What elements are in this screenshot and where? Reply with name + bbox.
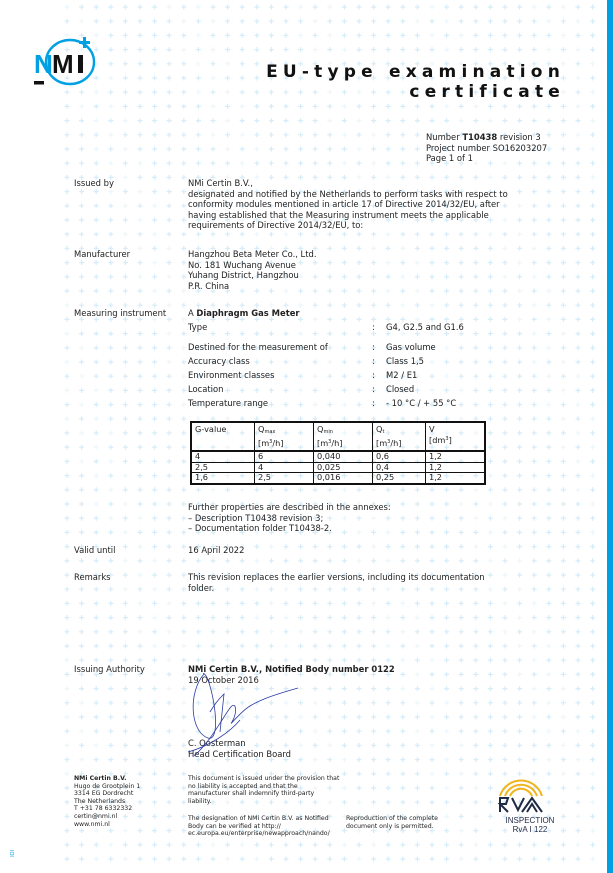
certificate-meta	[426, 132, 547, 164]
valid-until-label: Valid until	[74, 545, 116, 555]
header-qmax: $Q_{max}$ $[m^3/h]$	[255, 422, 314, 451]
liability-line: no liability is accepted and that the	[188, 782, 298, 790]
issuer-line: conformity modules mentioned in article 17 of Directive 2014/32/EU, after	[188, 199, 500, 210]
property-name: Location	[188, 384, 224, 394]
nando-link[interactable]: ec.europa.eu/enterprise/newapproach/nando/	[188, 830, 330, 838]
table-row	[191, 462, 485, 473]
property-name: Accuracy class	[188, 356, 250, 366]
table-cell: 1,2	[426, 451, 486, 462]
property-name: Environment classes	[188, 370, 275, 380]
remarks-text	[188, 572, 603, 593]
header-g-value: G-value	[191, 422, 255, 451]
table-cell: 0,6	[373, 451, 426, 462]
rva-inspection-logo	[494, 776, 554, 836]
table-cell: 0,25	[373, 473, 426, 484]
header-v: V $[dm^3]$	[426, 422, 486, 451]
liability-note	[188, 775, 339, 805]
website-link[interactable]: www.nmi.nl	[74, 820, 110, 828]
issuer-name: NMi Certin B.V.,	[188, 178, 253, 188]
authority-name: NMi Certin B.V., Notified Body number 0122	[188, 664, 395, 674]
nmi-logo	[30, 33, 100, 89]
table-cell: 2,5	[191, 462, 255, 473]
table-cell: 0,4	[373, 462, 426, 473]
svg-text:M: M	[52, 49, 74, 79]
project-number: Project number SO16203207	[426, 142, 548, 153]
instrument-name: A Diaphragm Gas Meter	[188, 308, 300, 318]
manufacturer-line: P.R. China	[188, 280, 230, 291]
email-link[interactable]: certin@nmi.nl	[74, 812, 118, 820]
side-mark: IOI	[8, 850, 14, 857]
address-line: 3314 EG Dordrecht	[74, 790, 134, 798]
property-value: Class 1,5	[386, 356, 425, 366]
manufacturer-address	[188, 249, 603, 291]
issuing-authority-label: Issuing Authority	[74, 664, 145, 674]
property-value: M2 / E1	[386, 370, 418, 380]
issuer-line: designated and notified by the Netherlands to perform tasks with respect to	[188, 188, 508, 199]
property-colon: :	[372, 384, 375, 394]
phone: T +31 78 6332332	[74, 805, 133, 813]
manufacturer-line: No. 181 Wuchang Avenue	[188, 259, 296, 270]
instrument-label: Measuring instrument	[74, 308, 167, 318]
table-cell: 6	[255, 451, 314, 462]
table-cell: 1,2	[426, 473, 486, 484]
remarks-line: folder.	[188, 582, 215, 593]
signer-role: Head Certification Board	[188, 748, 291, 759]
table-cell: 4	[191, 451, 255, 462]
g-value-table	[190, 421, 486, 485]
annex-item: – Documentation folder T10438-2.	[188, 523, 332, 534]
designation-line: The designation of NMi Certin B.V. as Notified	[188, 815, 329, 822]
footer-company: NMi Certin B.V.	[74, 775, 127, 782]
table-cell: 0,016	[314, 473, 373, 484]
table-cell: 2,5	[255, 473, 314, 484]
rva-accreditation-number: RvA I 122	[512, 825, 548, 834]
property-colon: :	[372, 398, 375, 408]
designation-note	[188, 815, 330, 838]
page-indicator: Page 1 of 1	[426, 153, 473, 163]
annex-item: – Description T10438 revision 3;	[188, 512, 324, 523]
issuer-line: requirements of Directive 2014/32/EU, to:	[188, 220, 364, 231]
property-name: Type	[188, 322, 208, 332]
valid-until-value: 16 April 2022	[188, 545, 245, 555]
remarks-line: This revision replaces the earlier versions, including its documentation	[188, 572, 485, 582]
property-name: Temperature range	[188, 398, 269, 408]
reproduction-line: Reproduction of the complete	[346, 815, 438, 822]
header-qmin: $Q_{min}$ $[m^3/h]$	[314, 422, 373, 451]
certificate-number: Number T10438 revision 3	[426, 132, 541, 142]
remarks-label: Remarks	[74, 572, 111, 582]
table-cell: 4	[255, 462, 314, 473]
table-row	[191, 451, 485, 462]
designation-line: Body can be verified at http://	[188, 822, 281, 830]
property-colon: :	[372, 322, 375, 332]
liability-line: This document is issued under the provision that	[188, 775, 340, 782]
footer-address	[74, 775, 140, 828]
authority-date: 19 October 2016	[188, 674, 259, 685]
table-cell: 0,025	[314, 462, 373, 473]
property-value: Gas volume	[386, 342, 436, 352]
certificate-title	[266, 62, 565, 102]
svg-text:N: N	[34, 49, 53, 79]
issued-by-label: Issued by	[74, 178, 114, 188]
property-value: Closed	[386, 384, 415, 394]
manufacturer-label: Manufacturer	[74, 249, 131, 259]
brand-edge-bar	[607, 0, 613, 873]
property-colon: :	[372, 370, 375, 380]
annexes	[188, 502, 603, 534]
property-name: Destined for the measurement of	[188, 342, 328, 352]
property-colon: :	[372, 356, 375, 366]
property-value: - 10 °C / + 55 °C	[386, 398, 457, 408]
header-qt: $Q_t$ $[m^3/h]$	[373, 422, 426, 451]
signer-name: C. Oosterman	[188, 738, 246, 748]
reproduction-line: document only is permitted.	[346, 822, 434, 830]
table-cell: 1,6	[191, 473, 255, 484]
address-line: Hugo de Grootplein 1	[74, 782, 141, 790]
table-cell: 1,2	[426, 462, 486, 473]
issuer-line: having established that the Measuring instrument meets the applicable	[188, 209, 489, 220]
rva-inspection-text: INSPECTION	[505, 816, 554, 825]
manufacturer-line: Yuhang District, Hangzhou	[188, 270, 299, 281]
manufacturer-line: Hangzhou Beta Meter Co., Ltd.	[188, 249, 317, 259]
annexes-intro: Further properties are described in the annexes:	[188, 502, 391, 512]
title-line-2: certificate	[409, 82, 565, 102]
address-line: The Netherlands	[74, 797, 126, 805]
signature	[180, 672, 300, 758]
property-value: G4, G2.5 and G1.6	[386, 322, 464, 332]
issued-by-text	[188, 178, 603, 231]
liability-line: liability.	[188, 797, 212, 805]
table-row	[191, 473, 485, 484]
liability-line: manufacturer shall indemnify third-party	[188, 790, 315, 798]
table-cell: 0,040	[314, 451, 373, 462]
reproduction-note	[346, 815, 438, 830]
table-header-row	[191, 422, 485, 451]
title-line-1: EU-type examination	[266, 62, 565, 82]
property-colon: :	[372, 342, 375, 352]
